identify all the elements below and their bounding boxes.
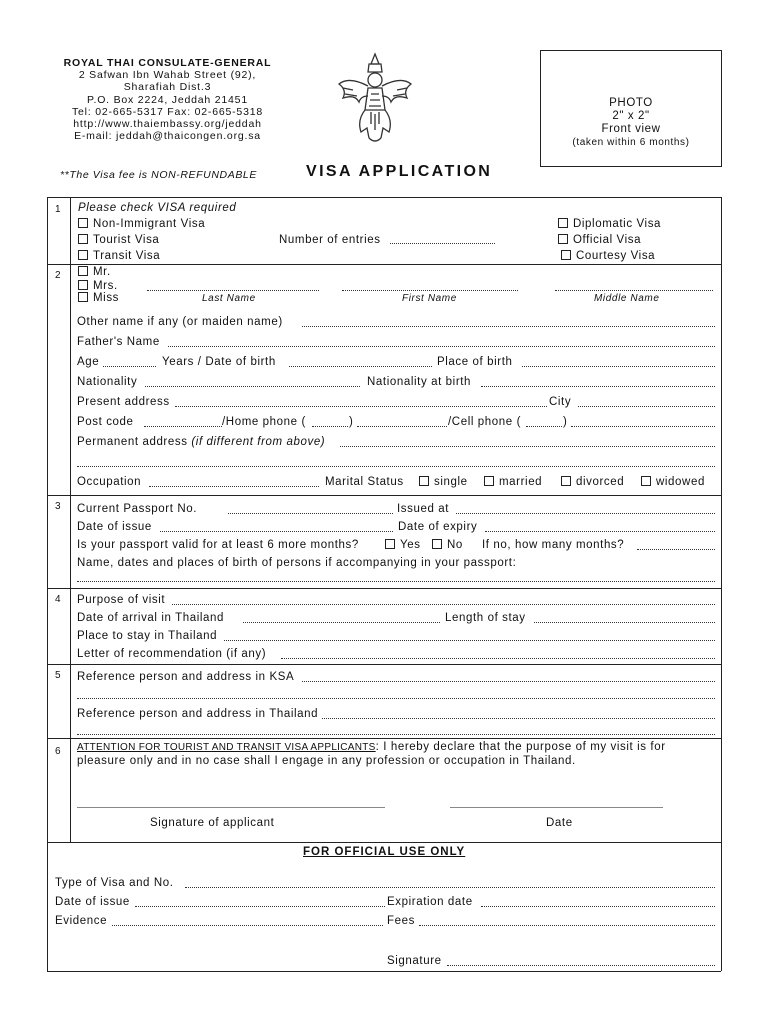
yes-label: Yes — [400, 539, 421, 551]
applicant-signature-line[interactable] — [77, 807, 385, 808]
tourist-visa-option[interactable] — [78, 234, 159, 246]
date-issue-label: Date of issue — [77, 521, 152, 533]
section-3-number: 3 — [55, 501, 62, 512]
title-miss-option[interactable] — [78, 292, 119, 304]
post-code-field[interactable] — [144, 426, 222, 427]
other-name-field[interactable] — [302, 326, 715, 327]
single-option[interactable] — [419, 476, 468, 488]
purpose-label: Purpose of visit — [77, 594, 166, 606]
last-name-label: Last Name — [202, 293, 256, 304]
address-line-3: P.O. Box 2224, Jeddah 21451 — [87, 93, 248, 106]
arrival-date-label: Date of arrival in Thailand — [77, 612, 225, 624]
single-checkbox[interactable] — [419, 476, 429, 486]
passport-no-label: Current Passport No. — [77, 503, 198, 515]
declaration-line-2: pleasure only and in no case shall I engage in any profession or occupation in Thailand. — [77, 755, 576, 767]
reference-ksa-field[interactable] — [302, 681, 715, 682]
mrs-checkbox[interactable] — [78, 280, 88, 290]
official-expiration-label: Expiration date — [387, 896, 473, 908]
declaration-text-1: : I hereby declare that the purpose of my visit is for — [375, 741, 666, 753]
official-label: Official Visa — [573, 234, 642, 246]
courtesy-label: Courtesy Visa — [576, 250, 656, 262]
widowed-option[interactable] — [641, 476, 705, 488]
declaration-line-1 — [77, 741, 666, 753]
address-line-1: 2 Safwan Ibn Wahab Street (92), — [78, 69, 257, 82]
place-birth-field[interactable] — [522, 366, 715, 367]
marital-status-label: Marital Status — [325, 476, 404, 488]
phone-fax: Tel: 02-665-5317 Fax: 02-665-5318 — [71, 105, 263, 118]
years-dob-label: Years / Date of birth — [162, 356, 276, 368]
married-option[interactable] — [484, 476, 542, 488]
official-evidence-field[interactable] — [112, 925, 383, 926]
official-date-issue-label: Date of issue — [55, 896, 130, 908]
photo-size: 2" x 2" — [612, 110, 650, 122]
photo-note: (taken within 6 months) — [572, 137, 690, 148]
date-expiry-field[interactable] — [485, 531, 715, 532]
permanent-address-field[interactable] — [340, 446, 715, 447]
official-fees-label: Fees — [387, 915, 415, 927]
title-mr-option[interactable] — [78, 266, 111, 278]
widowed-label: widowed — [656, 476, 705, 488]
diplomatic-label: Diplomatic Visa — [573, 218, 662, 230]
reference-thailand-field[interactable] — [322, 718, 715, 719]
widowed-checkbox[interactable] — [641, 476, 651, 486]
consulate-name: ROYAL THAI CONSULATE-GENERAL — [63, 57, 272, 69]
non-immigrant-label: Non-Immigrant Visa — [93, 218, 206, 230]
entries-label: Number of entries — [279, 234, 381, 246]
single-label: single — [434, 476, 468, 488]
dob-field[interactable] — [289, 366, 432, 367]
home-phone-close: ) — [349, 416, 354, 428]
diplomatic-checkbox[interactable] — [558, 218, 568, 228]
official-visa-type-label: Type of Visa and No. — [55, 877, 174, 889]
permanent-address-row — [77, 436, 325, 448]
valid-no-option[interactable] — [432, 539, 463, 551]
photo-view: Front view — [601, 123, 661, 135]
place-birth-label: Place of birth — [437, 356, 513, 368]
passport-no-field[interactable] — [228, 513, 393, 514]
website: http://www.thaiembassy.org/jeddah — [73, 118, 262, 131]
permanent-address-field-2[interactable] — [77, 466, 715, 467]
cell-phone-field[interactable] — [571, 426, 715, 427]
signature-applicant-label: Signature of applicant — [150, 817, 275, 829]
recommendation-field[interactable] — [281, 658, 715, 659]
date-expiry-label: Date of expiry — [398, 521, 478, 533]
attention-heading: ATTENTION FOR TOURIST AND TRANSIT VISA APPLICANTS — [77, 742, 376, 753]
cell-phone-close: ) — [563, 416, 568, 428]
city-label: City — [549, 396, 572, 408]
father-name-field[interactable] — [168, 346, 715, 347]
present-address-label: Present address — [77, 396, 170, 408]
divorced-option[interactable] — [561, 476, 624, 488]
cell-phone-label: /Cell phone ( — [448, 416, 522, 428]
section-6-number: 6 — [55, 746, 62, 757]
mr-label: Mr. — [93, 266, 111, 278]
city-field[interactable] — [578, 406, 715, 407]
reference-ksa-label: Reference person and address in KSA — [77, 671, 295, 683]
nationality-field[interactable] — [145, 386, 360, 387]
accompanying-field[interactable] — [77, 581, 715, 582]
place-stay-field[interactable] — [224, 640, 715, 641]
arrival-date-field[interactable] — [243, 622, 440, 623]
mr-checkbox[interactable] — [78, 266, 88, 276]
date-issue-field[interactable] — [160, 531, 393, 532]
fee-note: **The Visa fee is NON-REFUNDABLE — [60, 169, 257, 181]
date-line[interactable] — [450, 807, 663, 808]
courtesy-checkbox[interactable] — [561, 250, 571, 260]
official-use-title: FOR OFFICIAL USE ONLY — [303, 846, 466, 858]
transit-label: Transit Visa — [93, 250, 161, 262]
garuda-emblem-icon — [335, 50, 415, 145]
married-checkbox[interactable] — [484, 476, 494, 486]
section-1-number: 1 — [55, 204, 62, 215]
father-name-label: Father's Name — [77, 336, 160, 348]
how-many-months-label: If no, how many months? — [482, 539, 625, 551]
nationality-birth-field[interactable] — [481, 386, 715, 387]
first-name-label: First Name — [402, 293, 457, 304]
length-stay-field[interactable] — [534, 622, 715, 623]
middle-name-field[interactable] — [555, 290, 713, 291]
official-expiration-field[interactable] — [481, 906, 715, 907]
nationality-birth-label: Nationality at birth — [367, 376, 472, 388]
other-name-label: Other name if any (or maiden name) — [77, 316, 283, 328]
official-signature-field[interactable] — [447, 965, 715, 966]
official-visa-type-field[interactable] — [185, 887, 715, 888]
tourist-checkbox[interactable] — [78, 234, 88, 244]
official-evidence-label: Evidence — [55, 915, 108, 927]
divorced-checkbox[interactable] — [561, 476, 571, 486]
occupation-label: Occupation — [77, 476, 142, 488]
occupation-field[interactable] — [149, 486, 319, 487]
age-field[interactable] — [103, 366, 156, 367]
official-signature-label: Signature — [387, 955, 442, 967]
photo-box — [540, 50, 722, 167]
first-name-field[interactable] — [342, 290, 518, 291]
last-name-field[interactable] — [147, 290, 319, 291]
purpose-field[interactable] — [172, 604, 715, 605]
divorced-label: divorced — [576, 476, 625, 488]
if-different-note: (if different from above) — [191, 436, 326, 448]
section-2-number: 2 — [55, 270, 62, 281]
present-address-field[interactable] — [175, 406, 547, 407]
non-immigrant-visa-option[interactable] — [78, 218, 205, 230]
miss-checkbox[interactable] — [78, 292, 88, 302]
official-visa-option[interactable] — [558, 234, 641, 246]
how-many-months-field[interactable] — [637, 549, 715, 550]
photo-label: PHOTO — [609, 97, 653, 109]
reference-thailand-field-2[interactable] — [77, 734, 715, 735]
entries-field[interactable] — [390, 243, 495, 244]
form-title: VISA APPLICATION — [306, 163, 493, 180]
transit-checkbox[interactable] — [78, 250, 88, 260]
reference-thailand-label: Reference person and address in Thailand — [77, 708, 319, 720]
date-label: Date — [546, 817, 573, 829]
diplomatic-visa-option[interactable] — [558, 218, 661, 230]
post-code-label: Post code — [77, 416, 134, 428]
non-immigrant-checkbox[interactable] — [78, 218, 88, 228]
permanent-address-label: Permanent address — [77, 436, 188, 448]
home-phone-label: /Home phone ( — [222, 416, 306, 428]
tourist-label: Tourist Visa — [93, 234, 160, 246]
accompanying-label: Name, dates and places of birth of persons if accompanying in your passport: — [77, 557, 517, 569]
no-checkbox[interactable] — [432, 539, 442, 549]
age-label: Age — [77, 356, 100, 368]
official-checkbox[interactable] — [558, 234, 568, 244]
yes-checkbox[interactable] — [385, 539, 395, 549]
valid-yes-option[interactable] — [385, 539, 421, 551]
official-date-issue-field[interactable] — [135, 906, 385, 907]
courtesy-visa-option[interactable] — [561, 250, 655, 262]
transit-visa-option[interactable] — [78, 250, 160, 262]
recommendation-label: Letter of recommendation (if any) — [77, 648, 267, 660]
miss-label: Miss — [93, 292, 120, 304]
place-stay-label: Place to stay in Thailand — [77, 630, 218, 642]
visa-required-heading: Please check VISA required — [78, 202, 237, 214]
home-phone-area-field[interactable] — [312, 426, 348, 427]
section-4-number: 4 — [55, 594, 62, 605]
issued-at-label: Issued at — [397, 503, 450, 515]
married-label: married — [499, 476, 543, 488]
home-phone-field[interactable] — [357, 426, 447, 427]
nationality-label: Nationality — [77, 376, 138, 388]
address-line-2: Sharafiah Dist.3 — [123, 81, 212, 94]
official-fees-field[interactable] — [419, 925, 715, 926]
section-5-number: 5 — [55, 670, 62, 681]
cell-phone-area-field[interactable] — [526, 426, 562, 427]
issued-at-field[interactable] — [456, 513, 715, 514]
middle-name-label: Middle Name — [594, 293, 660, 304]
passport-valid-question: Is your passport valid for at least 6 more months? — [77, 539, 359, 551]
reference-ksa-field-2[interactable] — [77, 698, 715, 699]
length-stay-label: Length of stay — [445, 612, 526, 624]
no-label: No — [447, 539, 463, 551]
mrs-label: Mrs. — [93, 280, 118, 292]
email: E-mail: jeddah@thaicongen.org.sa — [74, 130, 261, 143]
title-mrs-option[interactable] — [78, 280, 118, 292]
